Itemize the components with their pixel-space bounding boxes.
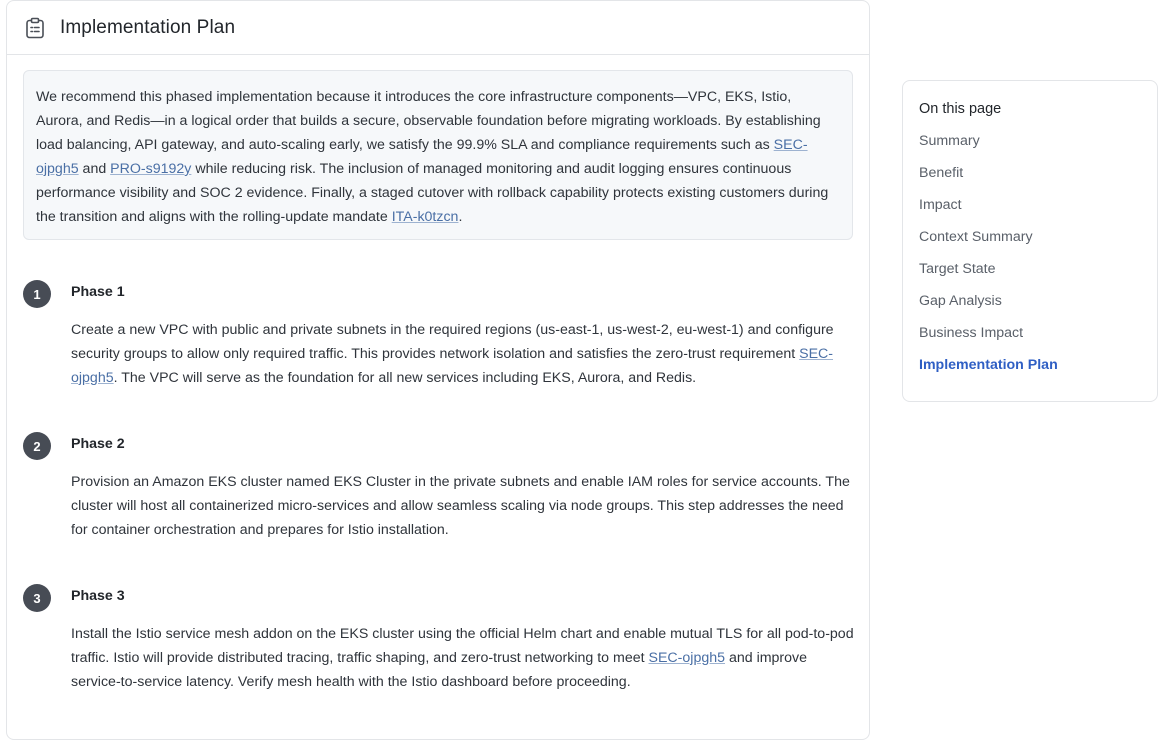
- toc-heading: On this page: [919, 101, 1002, 117]
- phase-text: . The VPC will serve as the foundation for all new services including EKS, Aurora, and Redis.: [113, 370, 697, 386]
- phase-title: Phase 3: [71, 588, 125, 604]
- toc-item-impact[interactable]: Impact: [919, 197, 962, 213]
- summary-text: and: [78, 161, 111, 177]
- phase-number-badge: 3: [23, 584, 51, 612]
- requirement-link-sec[interactable]: SEC-ojpgh5: [36, 137, 808, 177]
- toc-item-benefit[interactable]: Benefit: [919, 165, 964, 181]
- toc-item-context-summary[interactable]: Context Summary: [919, 229, 1033, 245]
- phase-text: and improve service-to-service latency. Verify mesh health with the Istio dashboard before proceeding.: [71, 650, 808, 690]
- phase-title: Phase 1: [71, 284, 125, 300]
- phase-text: Create a new VPC with public and private subnets in the required regions (us-east-1, us-west-2, eu-west-1) and configure security groups to allow only required traffic. This provides network isolation and satisfies the zero-trust requirement: [71, 322, 834, 362]
- phase-number-badge: 2: [23, 432, 51, 460]
- card-header: [7, 1, 869, 55]
- phase-text: Install the Istio service mesh addon on the EKS cluster using the official Helm chart and enable mutual TLS for all pod-to-pod traffic. Istio will provide distributed tracing, traffic shaping, and zero-trust networking to meet: [71, 626, 854, 666]
- phase-title: Phase 2: [71, 436, 125, 452]
- requirement-link-sec[interactable]: SEC-ojpgh5: [71, 346, 834, 386]
- plan-summary-box: [23, 70, 853, 240]
- phase-description: [71, 318, 855, 390]
- clipboard-icon: [24, 17, 46, 39]
- phase-description: [71, 622, 855, 694]
- summary-text: while reducing risk. The inclusion of managed monitoring and audit logging ensures continuous performance visibility and SOC 2 evidence. Finally, a staged cutover with rollback capability protects existing customers during the transition and aligns with the rolling-update mandate: [36, 161, 829, 225]
- page-title: Implementation Plan: [60, 16, 236, 38]
- phase-description: [71, 470, 855, 542]
- phase-number-badge: 1: [23, 280, 51, 308]
- toc-item-implementation-plan[interactable]: Implementation Plan: [919, 357, 1058, 373]
- toc-item-target-state[interactable]: Target State: [919, 261, 996, 277]
- on-this-page-nav: [902, 80, 1158, 402]
- requirement-link-sec[interactable]: SEC-ojpgh5: [648, 650, 726, 666]
- requirement-link-pro[interactable]: PRO-s9192y: [110, 161, 192, 177]
- toc-item-business-impact[interactable]: Business Impact: [919, 325, 1024, 341]
- summary-text: We recommend this phased implementation because it introduces the core infrastructure components—VPC, EKS, Istio, Aurora, and Redis—in a logical order that builds a secure, observable foundation before migrating workloads. By establishing load balancing, API gateway, and auto-scaling early, we satisfy the 99.9% SLA and compliance requirements such as: [36, 89, 821, 153]
- toc-item-summary[interactable]: Summary: [919, 133, 980, 149]
- phase-text: Provision an Amazon EKS cluster named EKS Cluster in the private subnets and enable IAM roles for service accounts. The cluster will host all containerized micro-services and allow seamless scaling via node groups. This step addresses the need for container orchestration and prepares for Istio installation.: [71, 474, 850, 538]
- summary-text: .: [458, 209, 463, 225]
- toc-item-gap-analysis[interactable]: Gap Analysis: [919, 293, 1002, 309]
- requirement-link-ita[interactable]: ITA-k0tzcn: [391, 209, 459, 225]
- implementation-plan-card: [6, 0, 870, 740]
